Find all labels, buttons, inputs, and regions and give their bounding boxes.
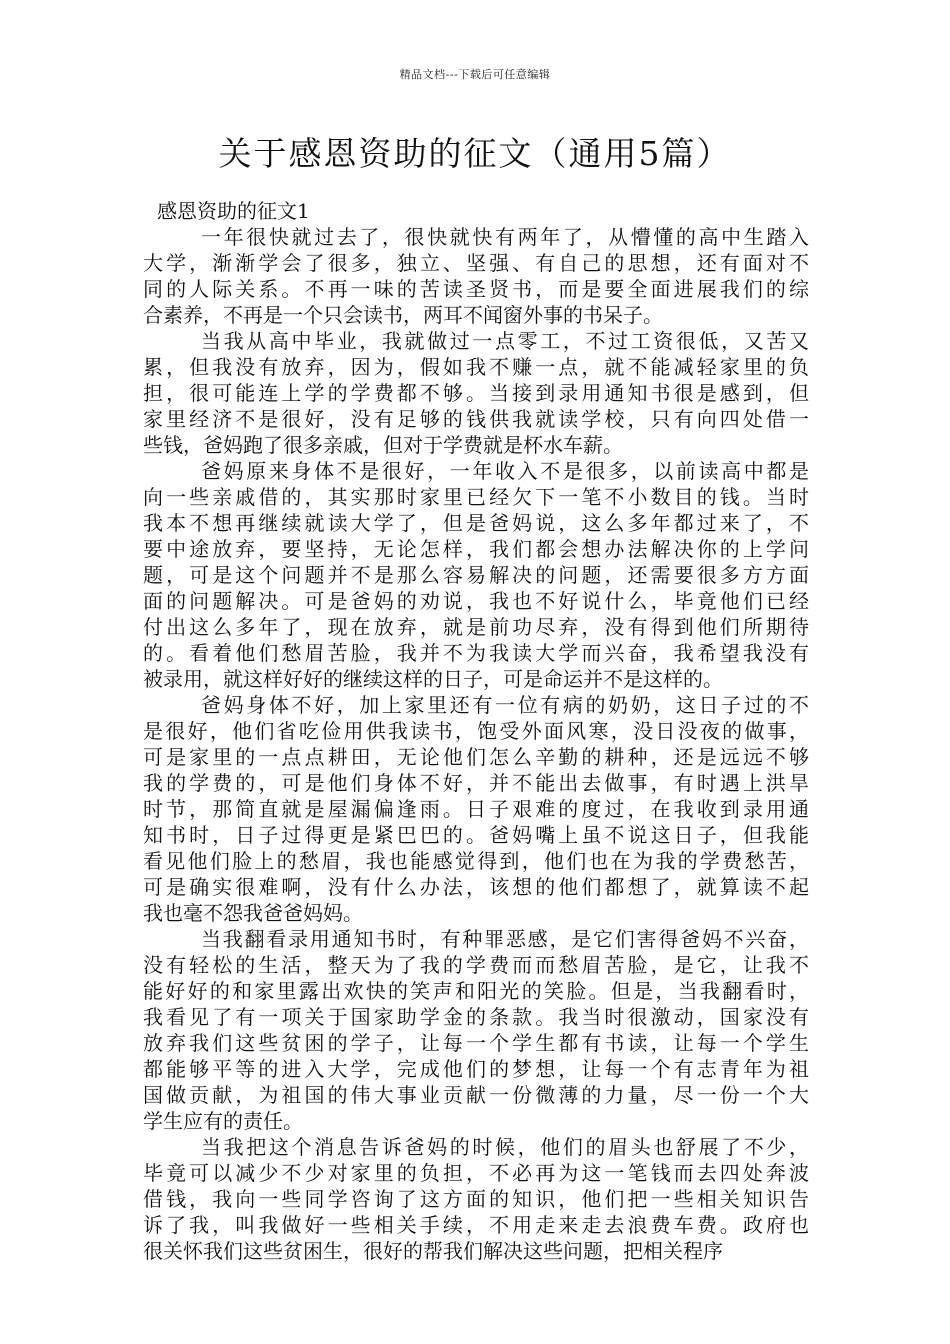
paragraph-line: 能好好的和家里露出欢快的笑声和阳光的笑脸。但是，当我翻看时， [143, 979, 809, 1003]
paragraph-line: 没有轻松的生活，整天为了我的学费而而愁眉苦脸，是它，让我不 [143, 953, 809, 977]
paragraph-line: 我看见了有一项关于国家助学金的条款。我当时很激动，国家没有 [143, 1005, 809, 1029]
paragraph-line: 要中途放弃，要坚持，无论怎样，我们都会想办法解决你的上学问 [143, 537, 809, 561]
paragraph-line: 一年很快就过去了，很快就快有两年了，从懵懂的高中生踏入 [201, 225, 809, 249]
paragraph-line: 看见他们脸上的愁眉，我也能感觉得到，他们也在为我的学费愁苦， [143, 849, 809, 873]
section-heading: 感恩资助的征文1 [157, 199, 310, 223]
paragraph-line: 的。看着他们愁眉苦脸，我并不为我读大学而兴奋，我希望我没有 [143, 641, 809, 665]
header-note: 精品文档---下载后可任意编辑 [399, 68, 551, 81]
paragraph-line: 题，可是这个问题并不是那么容易解决的问题，还需要很多方方面 [143, 563, 809, 587]
paragraph-line: 大学，渐渐学会了很多，独立、坚强、有自己的思想，还有面对不 [143, 251, 809, 275]
paragraph-line: 可是家里的一点点耕田，无论他们怎么辛勤的耕种，还是远远不够 [143, 745, 809, 769]
paragraph-line: 诉了我，叫我做好一些相关手续，不用走来走去浪费车费。政府也 [143, 1213, 809, 1237]
paragraph [143, 224, 809, 328]
paragraph [143, 926, 809, 1134]
paragraph-line: 被录用，就这样好好的继续这样的日子，可是命运并不是这样的。 [143, 667, 723, 691]
paragraph-line: 同的人际关系。不再一味的苦读圣贤书，而是要全面进展我们的综 [143, 277, 809, 301]
paragraph-line: 知书时，日子过得更是紧巴巴的。爸妈嘴上虽不说这日子，但我能 [143, 823, 809, 847]
paragraph-line: 放弃我们这些贫困的学子，让每一个学生都有书读，让每一个学生 [143, 1031, 809, 1055]
paragraph-line: 爸妈身体不好，加上家里还有一位有病的奶奶，这日子过的不 [201, 693, 809, 717]
paragraph-line: 毕竟可以减少不少对家里的负担，不必再为这一笔钱而去四处奔波 [143, 1161, 809, 1185]
paragraph-list [143, 224, 809, 1264]
paragraph [143, 328, 809, 458]
paragraph-line: 可是确实很难啊，没有什么办法，该想的他们都想了，就算读不起 [143, 875, 809, 899]
paragraph [143, 692, 809, 926]
paragraph-line: 当我从高中毕业，我就做过一点零工，不过工资很低，又苦又 [201, 329, 809, 353]
paragraph [143, 1134, 809, 1264]
paragraph-line: 合素养，不再是一个只会读书，两耳不闻窗外事的书呆子。 [143, 303, 663, 327]
paragraph-line: 当我把这个消息告诉爸妈的时候，他们的眉头也舒展了不少， [201, 1135, 809, 1159]
paragraph-line: 很关怀我们这些贫困生，很好的帮我们解决这些问题，把相关程序 [143, 1239, 723, 1263]
paragraph-line: 我的学费的，可是他们身体不好，并不能出去做事，有时遇上洪旱 [143, 771, 809, 795]
document-title: 关于感恩资助的征文（通用5篇） [218, 134, 732, 173]
paragraph-line: 借钱，我向一些同学咨询了这方面的知识，他们把一些相关知识告 [143, 1187, 809, 1211]
paragraph-line: 是很好，他们省吃俭用供我读书，饱受外面风寒，没日没夜的做事， [143, 719, 809, 743]
paragraph-line: 面的问题解决。可是爸妈的劝说，我也不好说什么，毕竟他们已经 [143, 589, 809, 613]
paragraph-line: 家里经济不是很好，没有足够的钱供我就读学校，只有向四处借一 [143, 407, 809, 431]
paragraph-line: 时节，那简直就是屋漏偏逢雨。日子艰难的度过，在我收到录用通 [143, 797, 809, 821]
paragraph-line: 担，很可能连上学的学费都不够。当接到录用通知书很是感到，但 [143, 381, 809, 405]
paragraph-line: 爸妈原来身体不是很好，一年收入不是很多，以前读高中都是 [201, 459, 809, 483]
paragraph-line: 向一些亲戚借的，其实那时家里已经欠下一笔不小数目的钱。当时 [143, 485, 809, 509]
paragraph [143, 458, 809, 692]
paragraph-line: 付出这么多年了，现在放弃，就是前功尽弃，没有得到他们所期待 [143, 615, 809, 639]
paragraph-line: 当我翻看录用通知书时，有种罪恶感，是它们害得爸妈不兴奋， [201, 927, 809, 951]
paragraph-line: 我本不想再继续就读大学了，但是爸妈说，这么多年都过来了，不 [143, 511, 809, 535]
paragraph-line: 都能够平等的进入大学，完成他们的梦想，让每一个有志青年为祖 [143, 1057, 809, 1081]
paragraph-line: 些钱，爸妈跑了很多亲戚，但对于学费就是杯水车薪。 [143, 433, 623, 457]
paragraph-line: 我也毫不怨我爸爸妈妈。 [143, 901, 363, 925]
paragraph-line: 累，但我没有放弃，因为，假如我不赚一点，就不能减轻家里的负 [143, 355, 809, 379]
paragraph-line: 学生应有的责任。 [143, 1109, 303, 1133]
paragraph-line: 国做贡献，为祖国的伟大事业贡献一份微薄的力量，尽一份一个大 [143, 1083, 809, 1107]
document-body [143, 198, 809, 1264]
